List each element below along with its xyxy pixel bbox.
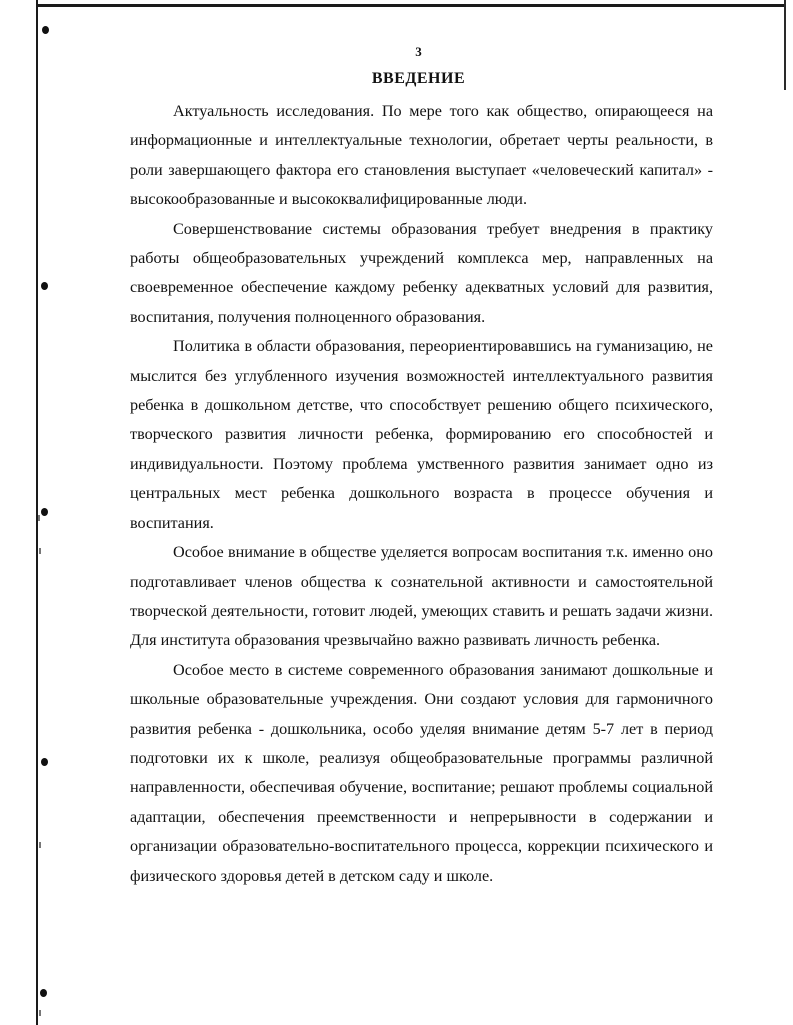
binding-hole-mark [41, 758, 48, 766]
scan-left-border [36, 0, 38, 1025]
binding-hole-mark [41, 508, 48, 516]
paragraph: Особое внимание в обществе уделяется вопросам воспитания т.к. именно оно подготавливает членов общества к сознательной активности и самостоятельной творческой деятельности, готовит людей, умеющих ставить и решать задачи жизни. Для института образования чрезвычайно важно развивать личность ребенка. [130, 543, 713, 650]
paragraph: Особое место в системе современного образования занимают дошкольные и школьные образовательные учреждения. Они создают условия для гармоничного развития ребенка - дошкольника, особо уделяя внимание детям 5-7 лет в период подготовки их к школе, реализуя общеобразовательные программы различной направленности, обеспечивая обучение, воспитание; решают проблемы социальной адаптации, обеспечения преемственности и непрерывности в содержании и организации образовательно-воспитательного процесса, коррекции психического и физического здоровья детей в детском саду и школе. [130, 660, 713, 885]
scan-artifact [39, 1010, 41, 1016]
page-number: 3 [415, 44, 422, 59]
scan-artifact [39, 548, 41, 554]
binding-hole-mark [40, 989, 47, 997]
scan-top-border [36, 4, 784, 7]
scan-artifact [38, 515, 40, 521]
page-title: ВВЕДЕНИЕ [371, 70, 466, 87]
binding-hole-mark [41, 282, 48, 290]
paragraph: Совершенствование системы образования требует внедрения в практику работы общеобразовательных учреждений комплекса мер, направленных на своевременное обеспечение каждому ребенку адекватных условий для развития, воспитания, получения полноценного образования. [130, 219, 713, 326]
scan-artifact [39, 842, 41, 848]
paragraph: Актуальность исследования. По мере того как общество, опирающееся на информационные и интеллектуальные технологии, обретает черты реальности, в роли завершающего фактора его становления выступает «человеческий капитал» - высокообразованные и высококвалифицированные люди. [130, 102, 713, 209]
body-text [130, 97, 713, 891]
binding-hole-mark [42, 26, 49, 34]
paragraph: Политика в области образования, переориентировавшись на гуманизацию, не мыслится без углубленного изучения возможностей интеллектуального развития ребенка в дошкольном детстве, что способствует решению общего психического, творческого развития личности ребенка, формированию его способностей и индивидуальности. Поэтому проблема умственного развития занимает одно из центральных мест ребенка дошкольного возраста в процессе обучения и воспитания. [130, 337, 713, 532]
